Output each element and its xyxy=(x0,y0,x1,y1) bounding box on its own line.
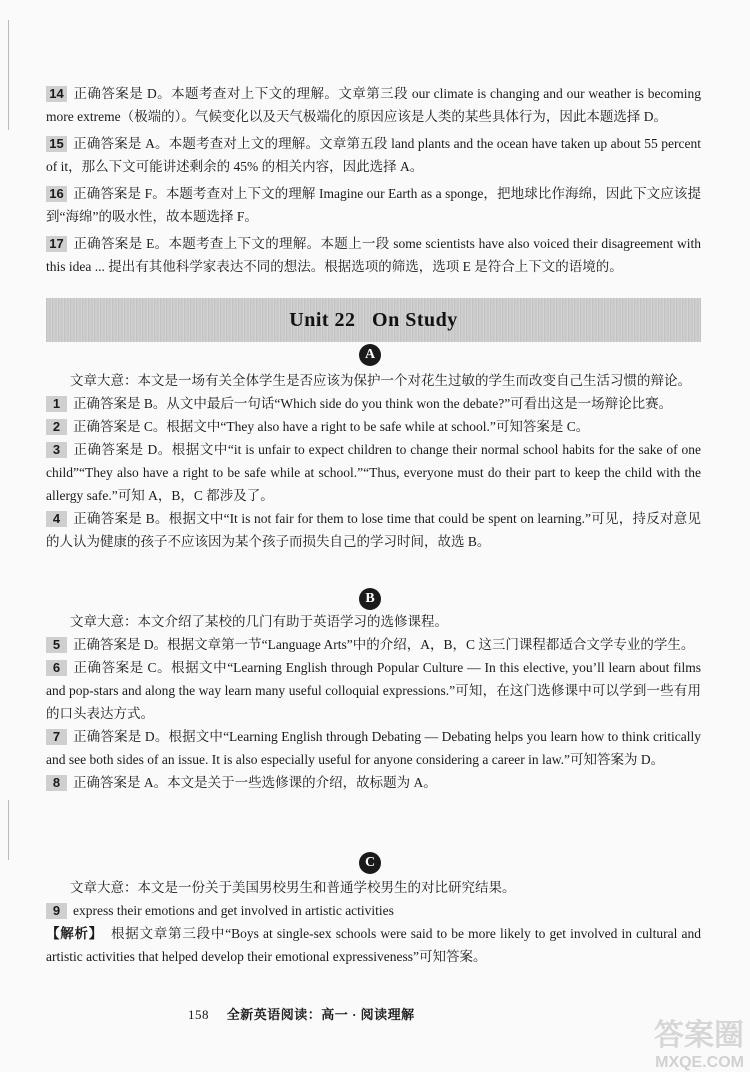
watermark xyxy=(654,1010,744,1072)
answer-text: 正确答案是 B。根据文中“It is not fair for them to lose time that could be spent on learning.”可见，持反对意见的人认为健康的孩子不应该因为某个孩子而损失自己的学习时间，故选 B。 xyxy=(46,511,701,549)
page-footer xyxy=(188,1004,429,1023)
answer-item xyxy=(46,415,701,438)
section-summary: 文章大意：本文是一份关于美国男校男生和普通学校男生的对比研究结果。 xyxy=(70,880,516,895)
question-number: 14 xyxy=(46,86,67,102)
answer-item xyxy=(46,132,701,178)
answer-item xyxy=(46,507,701,553)
unit-banner xyxy=(46,298,701,342)
answer-text: 正确答案是 E。本题考查上下文的理解。本题上一段 some scientists have also voiced their disagreement with this idea ... 提出有其他科学家表达不同的想法。根据选项的筛选，选项 E 是符合上下文的语境的。 xyxy=(46,236,701,274)
unit-title: Unit 22 On Study xyxy=(289,308,458,331)
answer-text: express their emotions and get involved in artistic activities xyxy=(73,903,394,918)
binding-edge-line xyxy=(8,20,9,130)
question-number: 16 xyxy=(46,186,67,202)
section-c xyxy=(46,876,701,968)
question-number: 8 xyxy=(46,775,67,791)
section-a xyxy=(46,369,701,553)
binding-edge-line xyxy=(8,800,9,860)
answer-item xyxy=(46,899,701,922)
book-title: 全新英语阅读：高一 · 阅读理解 xyxy=(226,1007,415,1022)
answer-item xyxy=(46,656,701,725)
analysis-label: 【解析】 xyxy=(46,926,104,941)
answer-text: 正确答案是 C。根据文中“They also have a right to be safe while at school.”可知答案是 C。 xyxy=(73,419,590,434)
answer-text: 正确答案是 D。根据文中“Learning English through Debating — Debating helps you learn how to think critically and see both sides of an issue. It is also especially useful for anyone considering a career in law.”可知答案为 D。 xyxy=(46,729,701,767)
section-b xyxy=(46,610,701,794)
answer-item xyxy=(46,82,701,128)
answer-text: 正确答案是 D。根据文中“it is unfair to expect children to change their normal school habits for the sake of one child”“They also have a right to be safe while at school.”“Thus, everyone must do their part to keep the child with the allergy safe.”可知 A，B，C 都涉及了。 xyxy=(46,442,701,503)
section-b-badge: B xyxy=(359,588,381,610)
question-number: 6 xyxy=(46,660,67,676)
question-number: 4 xyxy=(46,511,67,527)
question-number: 3 xyxy=(46,442,67,458)
answer-text: 正确答案是 B。从文中最后一句话“Which side do you think won the debate?”可看出这是一场辩论比赛。 xyxy=(73,396,673,411)
question-number: 15 xyxy=(46,136,67,152)
answer-text: 正确答案是 A。本题考查对上文的理解。文章第五段 land plants and the ocean have taken up about 55 percent of it，那么下文可能讲述剩余的 45% 的相关内容，因此选择 A。 xyxy=(46,136,701,174)
watermark-url: MXQE.COM xyxy=(655,1054,744,1071)
answer-text: 正确答案是 F。本题考查对上下文的理解 Imagine our Earth as a sponge，把地球比作海绵，因此下文应该提到“海绵”的吸水性，故本题选择 F。 xyxy=(46,186,701,224)
section-a-badge: A xyxy=(359,344,381,366)
question-number: 5 xyxy=(46,637,67,653)
answer-item xyxy=(46,392,701,415)
question-number: 9 xyxy=(46,903,67,919)
answer-item xyxy=(46,438,701,507)
section-c-badge: C xyxy=(359,852,381,874)
answer-text: 正确答案是 D。根据文章第一节“Language Arts”中的介绍，A，B，C 这三门课程都适合文学专业的学生。 xyxy=(73,637,695,652)
answer-text: 正确答案是 C。根据文中“Learning English through Popular Culture — In this elective, you’ll learn about films and pop-stars and along the way learn many useful colloquial expressions.”可知，在这门选修课中可以学到一些有用的口头表达方式。 xyxy=(46,660,701,721)
section-summary: 文章大意：本文是一场有关全体学生是否应该为保护一个对花生过敏的学生而改变自己生活习惯的辩论。 xyxy=(70,373,691,388)
answer-item xyxy=(46,232,701,278)
analysis xyxy=(46,922,701,968)
answer-item xyxy=(46,725,701,771)
answer-item xyxy=(46,182,701,228)
answer-text: 正确答案是 D。本题考查对上下文的理解。文章第三段 our climate is changing and our weather is becoming more extreme（极端的）。气候变化以及天气极端化的原因应该是人类的某些具体行为，因此本题选择 D。 xyxy=(46,86,701,124)
answer-item xyxy=(46,633,701,656)
question-number: 1 xyxy=(46,396,67,412)
analysis-text: 根据文章第三段中“Boys at single-sex schools were said to be more likely to get involved in cultural and artistic activities that helped develop their emotional expressiveness”可知答案。 xyxy=(46,926,702,964)
answer-text: 正确答案是 A。本文是关于一些选修课的介绍，故标题为 A。 xyxy=(73,775,437,790)
answer-item xyxy=(46,771,701,794)
question-number: 7 xyxy=(46,729,67,745)
question-number: 17 xyxy=(46,236,67,252)
page-number: 158 xyxy=(188,1007,209,1022)
question-number: 2 xyxy=(46,419,67,435)
answers-14-17 xyxy=(46,82,701,278)
watermark-logo: 答案圈 xyxy=(654,1019,744,1052)
section-summary: 文章大意：本文介绍了某校的几门有助于英语学习的选修课程。 xyxy=(70,614,448,629)
